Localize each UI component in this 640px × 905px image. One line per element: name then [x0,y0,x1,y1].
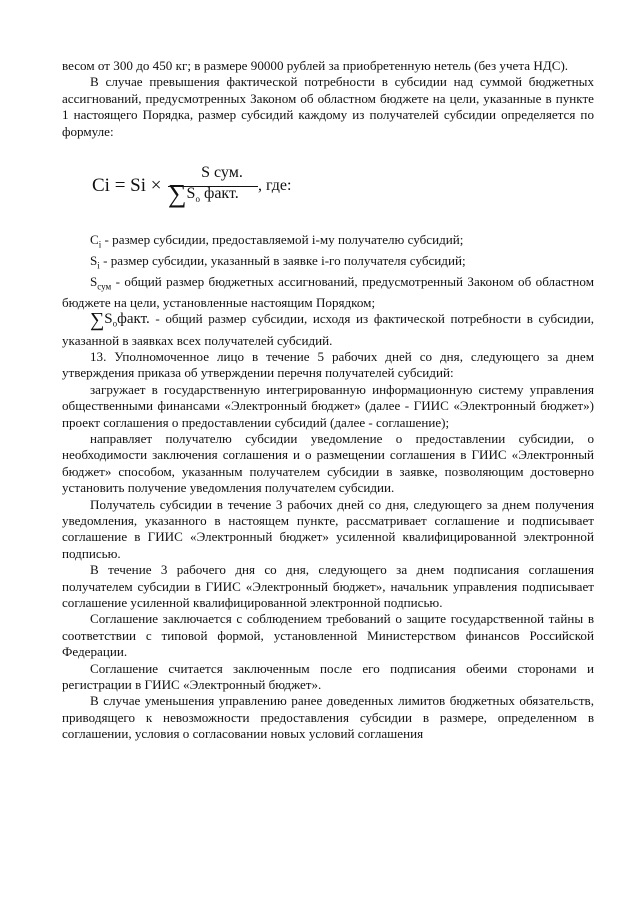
paragraph-upload-giis: загружает в государственную интегрированную информационную систему управления общественными финансами «Электронный бюджет» (далее - ГИИС «Электронный бюджет») проект соглашения о предоставлении субсидий (далее - соглашение); [62,381,594,430]
sfact-text: - общий размер субсидии, исходя из фактической потребности в субсидии, указанной в заявках всех получателей субсидий. [62,311,594,348]
paragraph-weight-tail: весом от 300 до 450 кг; в размере 90000 рублей за приобретенную нетель (без учета НДС). [62,58,569,73]
si-symbol: S [90,253,98,269]
sfact-symbol: S [104,311,113,328]
formula-tail: , где: [258,177,292,195]
subsidy-formula [62,140,594,232]
paragraph-limit-reduction: В случае уменьшения управлению ранее доведенных лимитов бюджетных обязательств, приводящего к невозможности предоставления субсидии в размере, определенном в соглашении, условия о согласовании новых условий соглашения [62,693,594,742]
si-text: - размер субсидии, указанный в заявке i-го получателя субсидий; [99,253,466,269]
paragraph-state-secret: Соглашение заключается с соблюдением требований о защите государственной тайны в соответствии с типовой формой, установленной Министерством финансов Российской Федерации. [62,611,594,660]
paragraph-head-signs: В течение 3 рабочего дня со дня, следующего за днем подписания соглашения получателем субсидии в ГИИС «Электронный бюджет», начальник управления подписывает соглашение усиленной квалифицированной электронной подписью. [62,562,594,610]
sfact-subscript: о [112,319,118,330]
formula-denominator [168,179,239,209]
formula-numerator: S сум. [201,164,243,182]
sfact-sigma: ∑ [90,309,105,332]
paragraph-item-13: 13. Уполномоченное лицо в течение 5 рабочих дней со дня, следующего за днем утверждения приказа об утверждении перечня получателей субсидий: [62,348,594,381]
ssum-text: - общий размер бюджетных ассигнований, предусмотренный Законом об областном бюджете на цели, установленные настоящим Порядком; [62,274,594,311]
definition-si [62,253,594,274]
definition-ci [62,232,594,253]
definition-ssum [62,274,594,311]
ssum-subscript: сум [97,281,112,292]
ci-symbol: C [90,232,99,248]
ssum-symbol: S [90,274,98,290]
paragraph-send-notice: направляет получателю субсидии уведомление о предоставлении субсидии, о необходимости заключения соглашения и о размещении соглашения в ГИИС «Электронный бюджет» способом, указанным получателем субсидии в заявке, позволяющим достоверно установить получение уведомления получателем субсидии. [62,430,594,496]
denominator-s: S [186,185,196,203]
formula-definitions [62,232,594,349]
document-page [62,58,594,743]
formula-lhs: Ci = Si × [92,175,162,197]
denominator-sub: о [195,194,200,205]
paragraph-recipient-signs: Получатель субсидии в течение 3 рабочих дней со дня, следующего за днем получения уведомления, указанного в настоящем пункте, рассматривает соглашение и подписывает соглашение в ГИИС «Электронный бюджет» усиленной квалифицированной электронной подписью. [62,496,594,561]
ci-text: - размер субсидии, предоставляемой i-му получателю субсидий; [101,232,464,248]
sfact-word: факт. [117,311,150,328]
paragraph-excess-need: В случае превышения фактической потребности в субсидии над суммой бюджетных ассигнований, предусмотренных Законом об областном бюджете на цели, указанные в пункте 1 настоящего Порядка, размер субсидий каждому из получателей субсидии определяется по формуле: [62,74,594,139]
definition-sfact [62,311,594,348]
si-subscript: i [97,260,100,271]
ci-subscript: i [98,239,102,250]
sigma-symbol: ∑ [168,179,187,209]
paragraph-concluded: Соглашение считается заключенным после его подписания обеими сторонами и регистрации в ГИИС «Электронный бюджет». [62,660,594,693]
denominator-rest: факт. [199,185,239,203]
